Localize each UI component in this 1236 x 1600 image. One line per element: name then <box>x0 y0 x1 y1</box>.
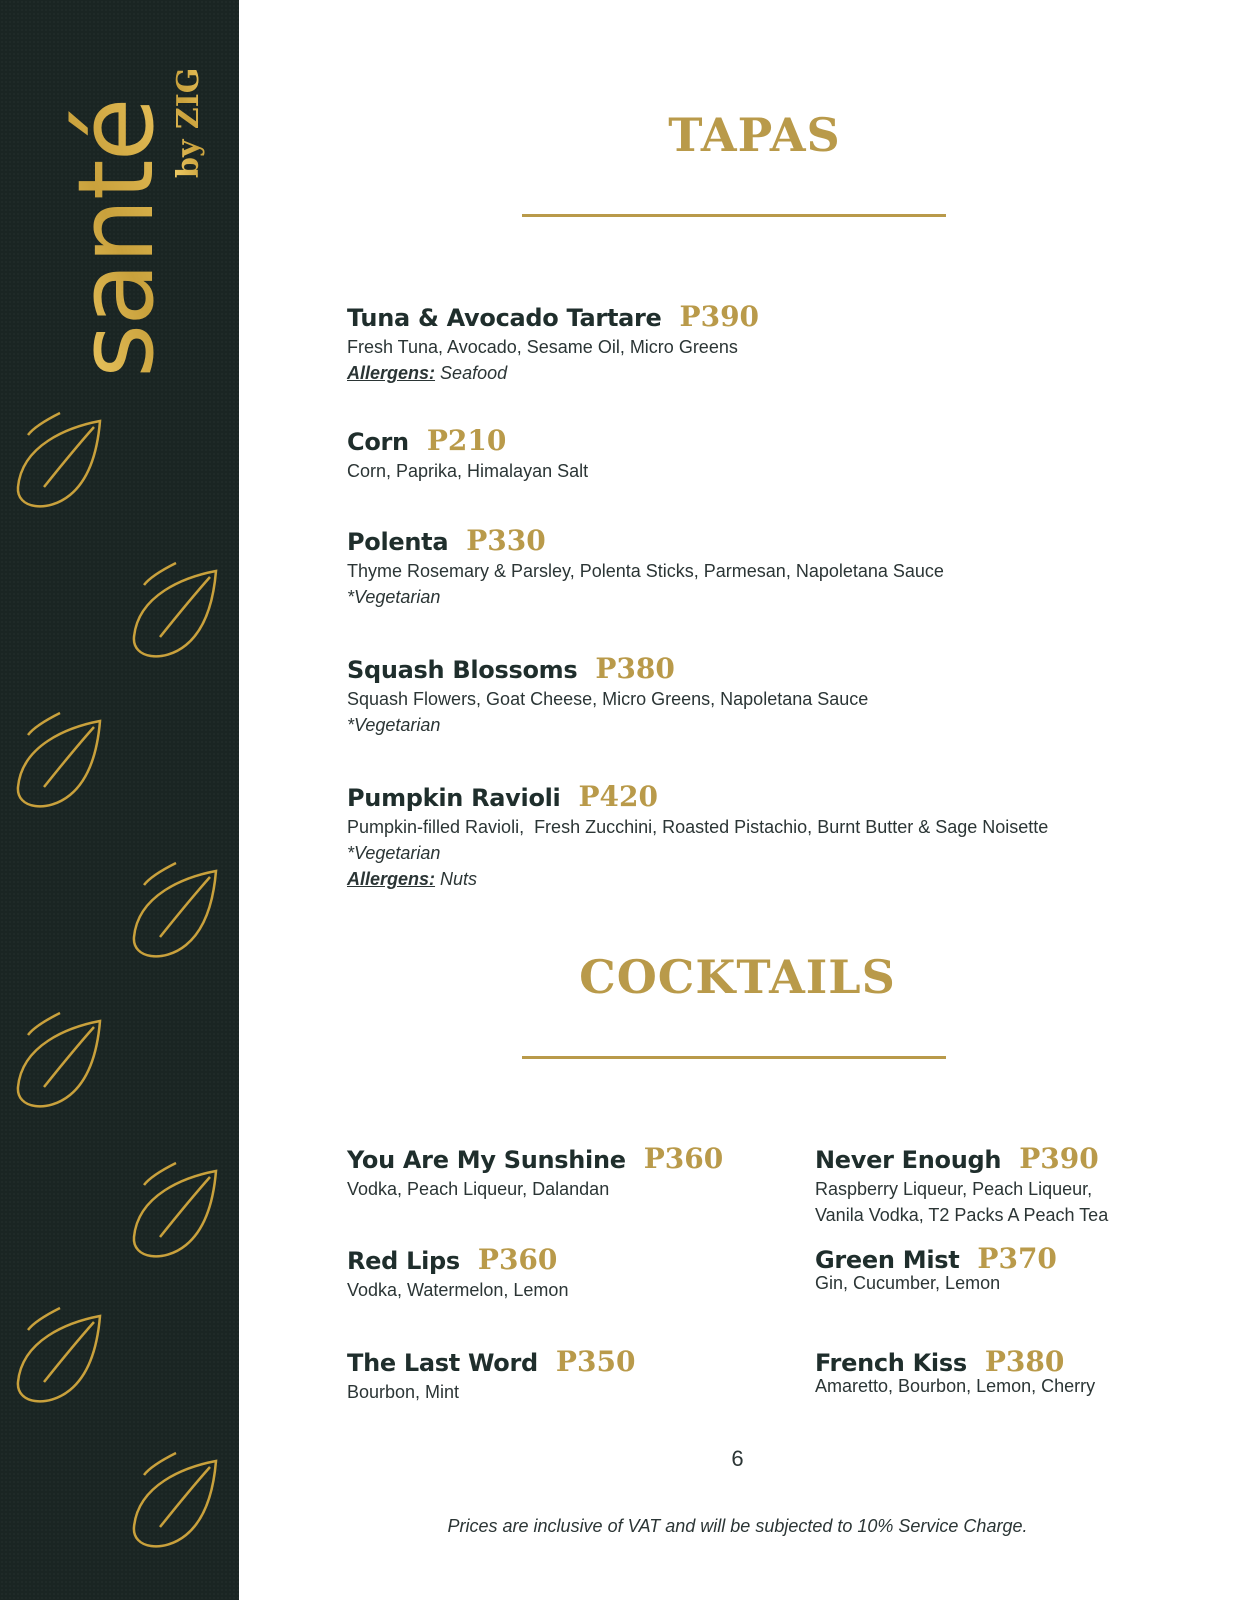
item-name: Green Mist <box>815 1246 960 1274</box>
item-description: Bourbon, Mint <box>347 1382 460 1402</box>
item-name: Red Lips <box>347 1247 460 1275</box>
item-price: P360 <box>477 1243 558 1276</box>
item-name: Tuna & Avocado Tartare <box>347 304 662 332</box>
item-name: Squash Blossoms <box>347 656 578 684</box>
leaf-ornament-icon <box>124 1445 234 1555</box>
item-name: Polenta <box>347 528 449 556</box>
allergens-label: Allergens: <box>347 869 436 889</box>
cocktail-green-mist <box>815 1242 1057 1296</box>
item-dietary-note: *Vegetarian <box>347 843 441 863</box>
item-price: P390 <box>679 300 760 333</box>
leaf-ornament-icon <box>124 1155 234 1265</box>
cocktail-french-kiss <box>815 1345 1095 1399</box>
item-description-line2: Vanila Vodka, T2 Packs A Peach Tea <box>815 1205 1109 1225</box>
item-description: Pumpkin-filled Ravioli, Fresh Zucchini, Roasted Pistachio, Burnt Butter & Sage Noisette <box>347 817 1049 837</box>
cocktails-title: COCKTAILS <box>579 950 896 1004</box>
item-price: P330 <box>466 524 546 557</box>
item-name: Never Enough <box>815 1146 1002 1174</box>
menu-item-corn <box>347 424 588 484</box>
item-price: P210 <box>426 424 507 457</box>
page-number: 6 <box>731 1446 744 1471</box>
footer-note: Prices are inclusive of VAT and will be subjected to 10% Service Charge. <box>447 1516 1028 1536</box>
leaf-ornament-icon <box>124 855 234 965</box>
tapas-title: TAPAS <box>668 108 841 162</box>
item-dietary-note: *Vegetarian <box>347 587 441 607</box>
tapas-divider <box>522 214 946 217</box>
item-description: Gin, Cucumber, Lemon <box>815 1273 1001 1293</box>
leaf-ornament-icon <box>8 1005 118 1115</box>
item-description: Thyme Rosemary & Parsley, Polenta Sticks, Parmesan, Napoletana Sauce <box>347 561 944 581</box>
allergens-value: Nuts <box>440 869 478 889</box>
cocktail-you-are-my-sunshine <box>347 1142 723 1202</box>
item-price: P370 <box>977 1242 1057 1275</box>
item-name: Corn <box>347 428 409 456</box>
brand-logo <box>40 58 210 388</box>
cocktail-the-last-word <box>347 1345 635 1405</box>
item-description: Vodka, Peach Liqueur, Dalandan <box>347 1179 610 1199</box>
allergens-label: Allergens: <box>347 363 436 383</box>
item-description: Vodka, Watermelon, Lemon <box>347 1280 569 1300</box>
menu-item-tuna-avocado-tartare <box>347 300 759 386</box>
logo-main-text: santé <box>55 99 177 378</box>
leaf-ornament-icon <box>124 555 234 665</box>
cocktail-red-lips <box>347 1243 568 1303</box>
item-dietary-note: *Vegetarian <box>347 715 441 735</box>
item-allergens <box>347 866 1048 892</box>
item-price: P420 <box>578 780 658 813</box>
cocktail-never-enough <box>815 1142 1108 1228</box>
allergens-value: Seafood <box>440 363 508 383</box>
item-price: P350 <box>555 1345 636 1378</box>
item-price: P360 <box>643 1142 724 1175</box>
item-name: The Last Word <box>347 1349 538 1377</box>
menu-item-pumpkin-ravioli <box>347 780 1048 892</box>
leaf-ornament-icon <box>8 705 118 815</box>
item-name: You Are My Sunshine <box>347 1146 626 1174</box>
leaf-ornament-icon <box>8 405 118 515</box>
sidebar-panel <box>0 0 239 1600</box>
menu-content <box>239 0 1236 1600</box>
logo-sub-text: by ZIG <box>171 67 206 178</box>
menu-item-squash-blossoms <box>347 652 868 738</box>
item-price: P390 <box>1019 1142 1099 1175</box>
item-name: Pumpkin Ravioli <box>347 784 561 812</box>
item-description: Raspberry Liqueur, Peach Liqueur, <box>815 1179 1093 1199</box>
cocktails-divider <box>522 1056 946 1059</box>
item-description: Fresh Tuna, Avocado, Sesame Oil, Micro Greens <box>347 337 738 357</box>
item-description: Squash Flowers, Goat Cheese, Micro Greens, Napoletana Sauce <box>347 689 869 709</box>
item-name: French Kiss <box>815 1349 967 1377</box>
leaf-ornament-icon <box>8 1300 118 1410</box>
item-allergens <box>347 360 759 386</box>
item-description: Amaretto, Bourbon, Lemon, Cherry <box>815 1376 1096 1396</box>
item-description: Corn, Paprika, Himalayan Salt <box>347 461 589 481</box>
menu-item-polenta <box>347 524 944 610</box>
item-price: P380 <box>595 652 675 685</box>
item-price: P380 <box>984 1345 1065 1378</box>
